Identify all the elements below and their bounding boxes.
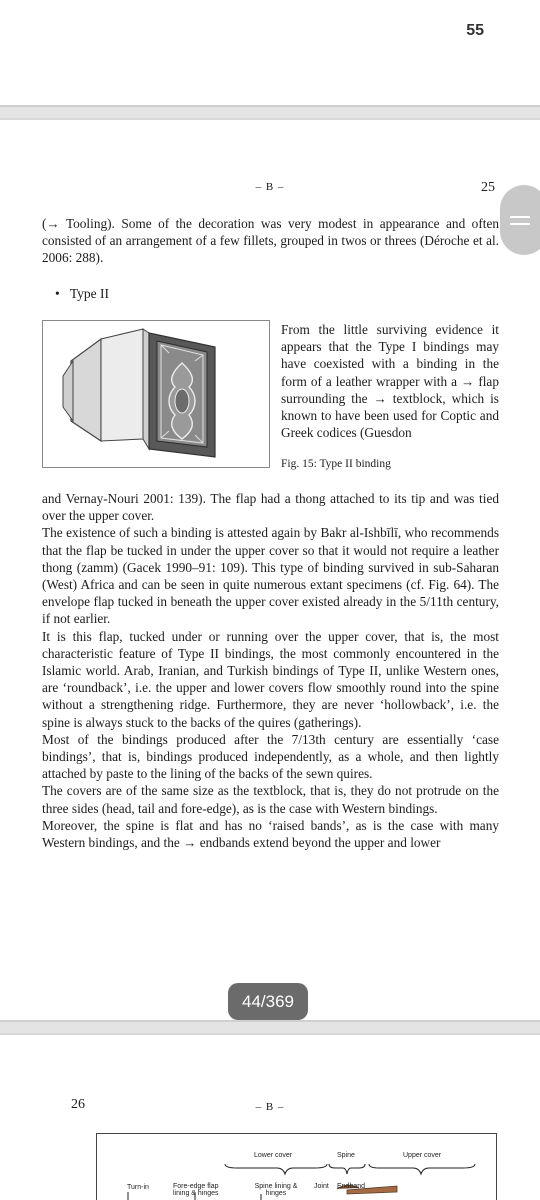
label-spine-lining: Spine lining & hinges <box>254 1183 298 1197</box>
book-binding-illustration <box>43 321 269 467</box>
running-head-25: – B – <box>255 181 285 193</box>
bullet-label: Type II <box>69 286 110 301</box>
running-head-26: – B – <box>255 1101 285 1113</box>
paragraph: It is this flap, tucked under or running over the upper cover, that is, the most characteristic feature of Type II bindings, the most commonly encountered in the Islamic world. Arab, Iranian, and Turkish bindings of Type II, unlike Western ones, are ‘roundback’, i.e. the upper and lower covers flow smoothly round into the spine without a strengthening ridge. Furthermore, they are never ‘hollowback’, i.e. the spine is always stuck to the backs of the quires (gatherings). <box>42 628 499 730</box>
figure-side-text: From the little surviving evidence it appears that the Type I bindings may have coexisted with a binding in the form of a leather wrapper with a → flap surrounding the → textblock, which is known to have been used for Coptic and Greek codices (Guesdon <box>281 322 499 441</box>
intro-text: (→ Tooling). Some of the decoration was very modest in appearance and often consisted of an arrangement of a few fillets, grouped in twos or threes (Déroche et al. 2006: 288). <box>42 216 499 266</box>
label-endband: Endband <box>337 1183 366 1190</box>
handle-line-icon <box>510 223 530 225</box>
viewer-page-number: 55 <box>466 22 484 39</box>
label-upper-cover: Upper cover <box>403 1152 442 1159</box>
page-separator-bottom <box>0 1020 540 1035</box>
label-fore-edge: Fore-edge flap lining & hinges <box>173 1183 219 1197</box>
page-counter-badge: 44/369 <box>228 983 308 1020</box>
bullet-type-ii: • Type II <box>55 286 110 301</box>
paragraph: The existence of such a binding is attested again by Bakr al-Ishbīlī, who recommends that the flap be tucked in under the upper cover so that it would not require a leather thong (zamm) (Gacek 1990–91: 109). This type of binding survived in sub-Saharan (West) Africa and can be seen in quite numerous extant specimens (cf. Fig. 64). The envelope flap tucked in beneath the upper cover existed already in the 5/11th century, if not earlier. <box>42 525 499 627</box>
label-turn-in: Turn-in <box>127 1184 149 1191</box>
folio-25: 25 <box>481 180 495 195</box>
folio-26: 26 <box>71 1097 85 1112</box>
page-separator-top <box>0 105 540 120</box>
paragraph: Most of the bindings produced after the 7/13th century are essentially ‘case bindings’, that is, bindings produced independently, as a whole, and then lightly attached by paste to the lining of the backs of the sewn quires. <box>42 731 499 782</box>
body-text <box>42 490 499 851</box>
paragraph: The covers are of the same size as the textblock, that is, they do not protrude on the three sides (head, tail and fore-edge), as is the case with Western bindings. <box>42 783 499 816</box>
figure-type-ii-binding <box>42 320 270 468</box>
label-lower-cover: Lower cover <box>254 1152 293 1159</box>
paragraph: Moreover, the spine is flat and has no ‘raised bands’, as is the case with many Western bindings, and the → endbands extend beyond the upper and lower <box>42 817 499 851</box>
paragraph: and Vernay-Nouri 2001: 139). The flap had a thong attached to its tip and was tied over the upper cover. <box>42 491 499 524</box>
label-joint: Joint <box>314 1183 329 1190</box>
intro-paragraph <box>42 215 499 267</box>
label-spine: Spine <box>337 1152 355 1159</box>
binding-structure-diagram <box>96 1133 497 1200</box>
scroll-handle[interactable] <box>500 185 540 255</box>
handle-line-icon <box>510 216 530 218</box>
figure-caption: Fig. 15: Type II binding <box>281 458 391 470</box>
